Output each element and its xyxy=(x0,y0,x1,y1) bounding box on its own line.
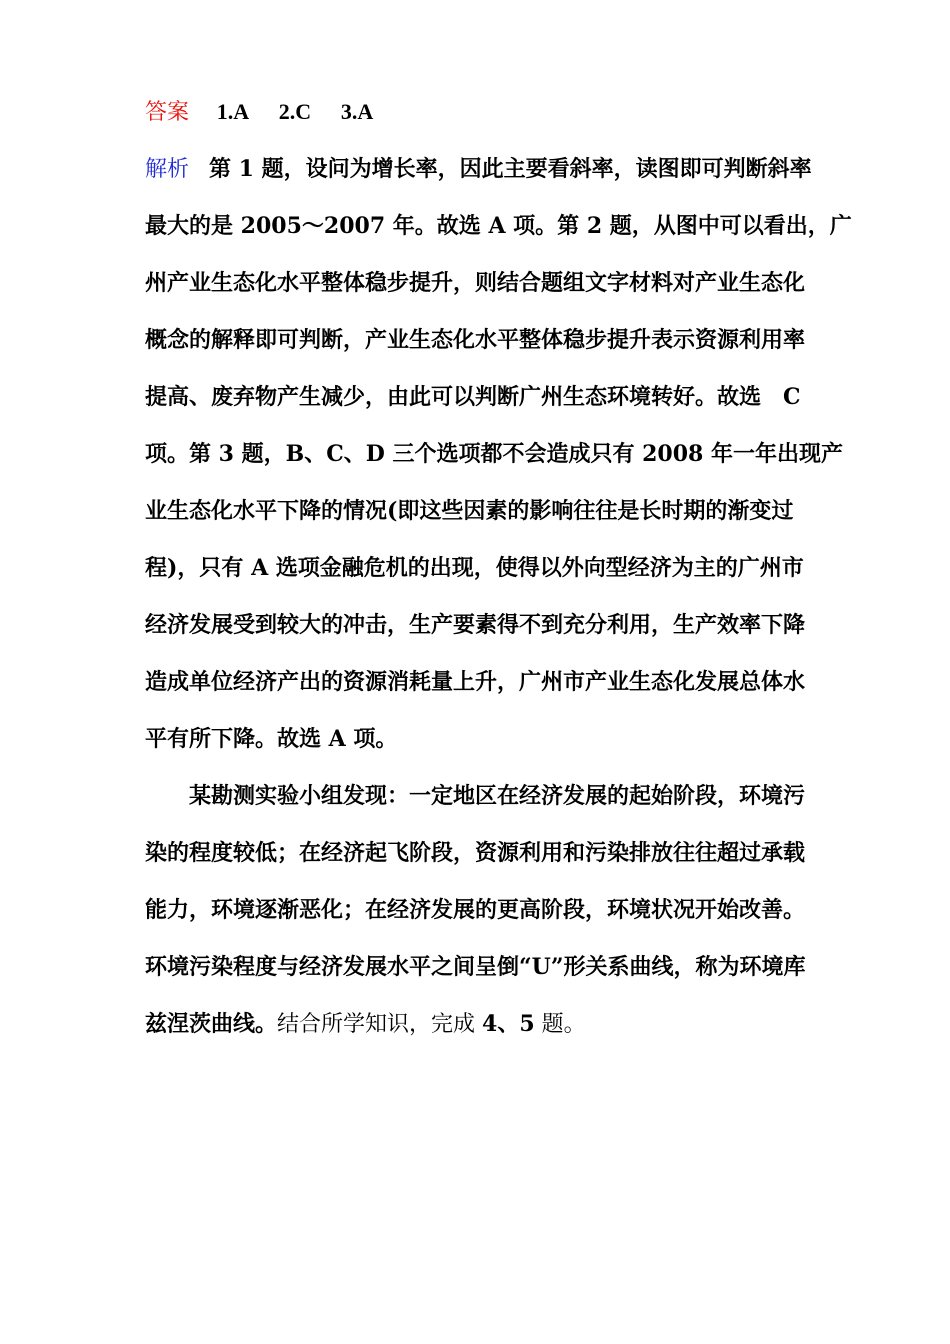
passage-last-bold: 兹涅茨曲线。 xyxy=(145,1011,278,1037)
analysis-section xyxy=(145,141,852,768)
answer-item-2: 2.C xyxy=(278,99,312,124)
passage-instruction-before: 结合所学知识，完成 xyxy=(277,1012,483,1037)
passage-section xyxy=(145,768,825,1053)
answer-tag: 答案 xyxy=(145,100,190,125)
passage-instruction-after: 题。 xyxy=(534,1012,586,1037)
passage-line-4: 环境污染程度与经济发展水平之间呈倒“U”形关系曲线，称为环境库 xyxy=(145,954,806,980)
analysis-line-1 xyxy=(145,141,825,198)
passage-line-2: 染的程度较低；在经济起飞阶段，资源利用和污染排放往往超过承载 xyxy=(145,840,806,866)
passage-line-5 xyxy=(145,996,825,1053)
analysis-line-5: 提高、废弃物产生减少，由此可以判断广州生态环境转好。故选 C xyxy=(145,384,801,410)
answer-item-1: 1.A xyxy=(216,99,250,124)
passage-line-1: 某勘测实验小组发现：一定地区在经济发展的起始阶段，环境污 xyxy=(189,783,806,809)
analysis-line-10: 造成单位经济产出的资源消耗量上升，广州市产业生态化发展总体水 xyxy=(145,669,806,695)
analysis-text-1: 第 1 题，设问为增长率，因此主要看斜率，读图即可判断斜率 xyxy=(209,156,812,182)
analysis-line-11: 平有所下降。故选 A 项。 xyxy=(145,726,398,752)
document-page xyxy=(145,92,852,1053)
analysis-line-2: 最大的是 2005～2007 年。故选 A 项。第 2 题，从图中可以看出，广 xyxy=(145,213,852,239)
answer-line xyxy=(145,92,825,133)
analysis-line-4: 概念的解释即可判断，产业生态化水平整体稳步提升表示资源利用率 xyxy=(145,327,806,353)
answer-item-3: 3.A xyxy=(340,99,374,124)
analysis-line-7: 业生态化水平下降的情况(即这些因素的影响往往是长时期的渐变过 xyxy=(145,498,794,524)
passage-question-numbers: 4、5 xyxy=(482,1011,535,1037)
analysis-line-3: 州产业生态化水平整体稳步提升，则结合题组文字材料对产业生态化 xyxy=(145,270,806,296)
analysis-tag: 解析 xyxy=(145,157,190,182)
analysis-line-6: 项。第 3 题，B、C、D 三个选项都不会造成只有 2008 年一年出现产 xyxy=(145,441,844,467)
analysis-line-8: 程)，只有 A 选项金融危机的出现，使得以外向型经济为主的广州市 xyxy=(145,555,804,581)
analysis-line-9: 经济发展受到较大的冲击，生产要素得不到充分利用，生产效率下降 xyxy=(145,612,806,638)
passage-line-3: 能力，环境逐渐恶化；在经济发展的更高阶段，环境状况开始改善。 xyxy=(145,897,806,923)
